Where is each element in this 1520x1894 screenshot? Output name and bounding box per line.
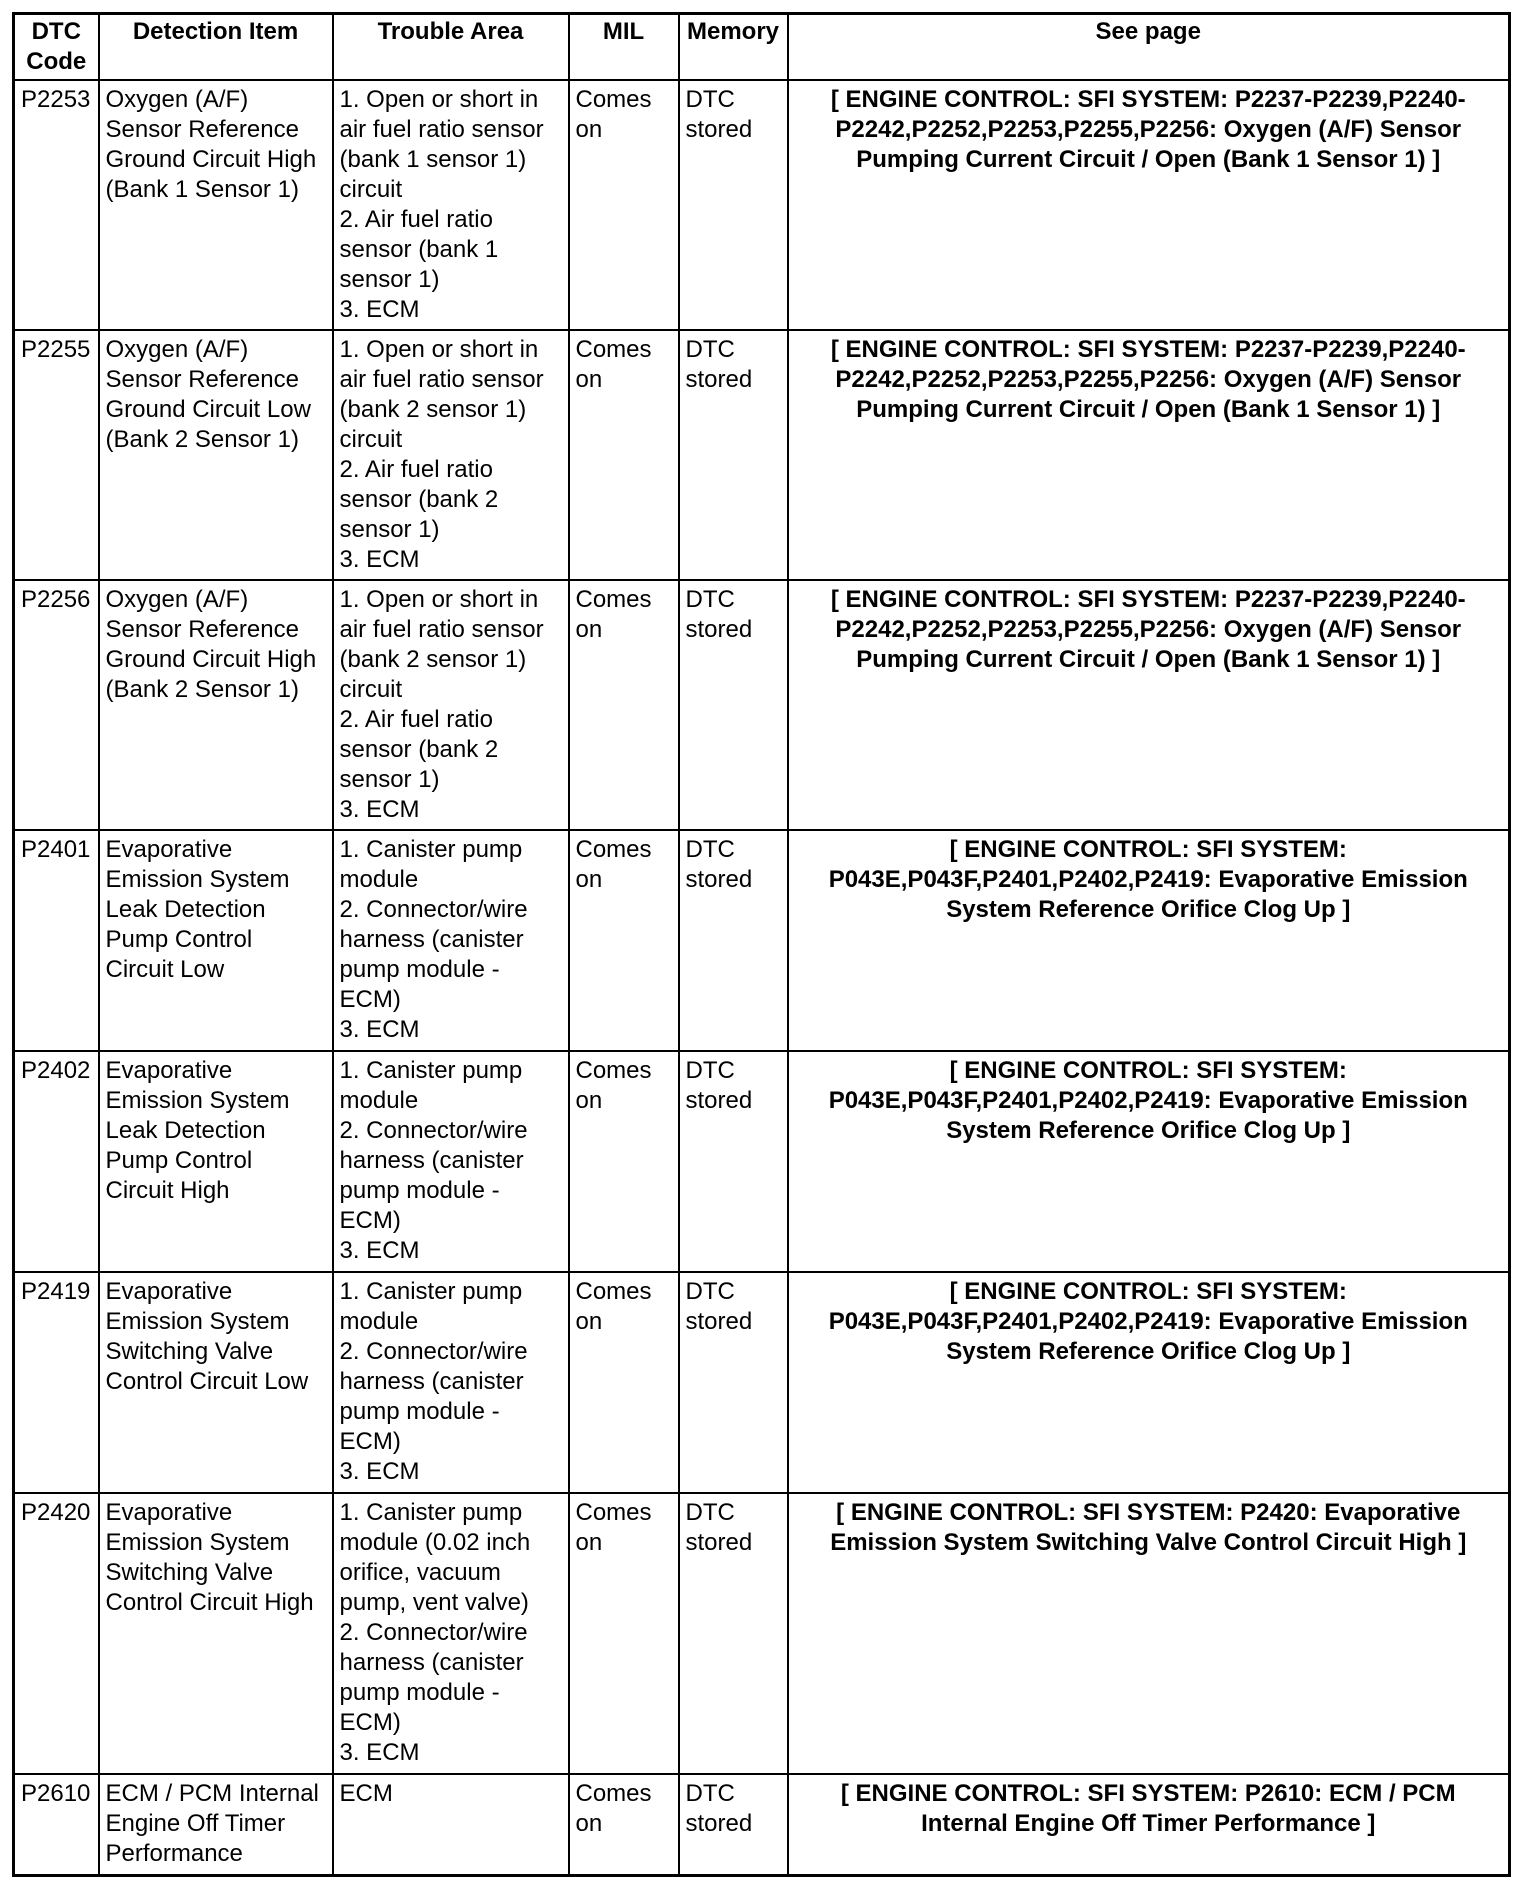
mil-cell: Comes on: [569, 580, 679, 830]
mil-cell: Comes on: [569, 1272, 679, 1493]
trouble-area-cell: [333, 1272, 569, 1493]
trouble-area-cell: [333, 580, 569, 830]
dtc-code-cell: P2253: [14, 80, 99, 330]
trouble-area-line: 2. Air fuel ratio sensor (bank 2 sensor 1): [339, 706, 499, 793]
memory-cell: DTC stored: [679, 80, 788, 330]
dtc-code-cell: P2401: [14, 830, 99, 1051]
trouble-area-line: 3. ECM: [339, 1016, 420, 1043]
see-page-link[interactable]: [ ENGINE CONTROL: SFI SYSTEM: P043E,P043F,P2401,P2402,P2419: Evaporative Emission System Reference Orifice Clog Up ]: [788, 1051, 1510, 1272]
trouble-area-line: 1. Canister pump module: [339, 1278, 523, 1335]
detection-item-cell: Evaporative Emission System Leak Detection Pump Control Circuit High: [99, 1051, 333, 1272]
memory-cell: DTC stored: [679, 1051, 788, 1272]
see-page-link[interactable]: [ ENGINE CONTROL: SFI SYSTEM: P2610: ECM / PCM Internal Engine Off Timer Performance ]: [788, 1774, 1510, 1876]
header-dtc-code: DTC Code: [14, 14, 99, 81]
dtc-code-cell: P2420: [14, 1493, 99, 1774]
trouble-area-line: 1. Open or short in air fuel ratio sensor (bank 2 sensor 1) circuit: [339, 336, 544, 453]
header-memory: Memory: [679, 14, 788, 81]
header-detection-item: Detection Item: [99, 14, 333, 81]
mil-cell: Comes on: [569, 1774, 679, 1876]
table-header: [14, 14, 1510, 81]
header-row: [14, 14, 1510, 81]
trouble-area-line: 2. Air fuel ratio sensor (bank 1 sensor 1): [339, 206, 499, 293]
trouble-area-line: 3. ECM: [339, 546, 420, 573]
trouble-area-cell: [333, 330, 569, 580]
trouble-area-line: 1. Canister pump module: [339, 1057, 523, 1114]
detection-item-cell: Evaporative Emission System Switching Valve Control Circuit High: [99, 1493, 333, 1774]
header-see-page: See page: [788, 14, 1510, 81]
memory-cell: DTC stored: [679, 580, 788, 830]
trouble-area-line: 1. Canister pump module (0.02 inch orifice, vacuum pump, vent valve): [339, 1499, 531, 1616]
dtc-code-cell: P2419: [14, 1272, 99, 1493]
mil-cell: Comes on: [569, 1051, 679, 1272]
trouble-area-line: 2. Connector/wire harness (canister pump module - ECM): [339, 1117, 528, 1234]
trouble-area-cell: [333, 830, 569, 1051]
memory-cell: DTC stored: [679, 330, 788, 580]
trouble-area-line: ECM: [339, 1780, 393, 1807]
detection-item-cell: Evaporative Emission System Leak Detection Pump Control Circuit Low: [99, 830, 333, 1051]
detection-item-cell: Oxygen (A/F) Sensor Reference Ground Circuit High (Bank 1 Sensor 1): [99, 80, 333, 330]
trouble-area-line: 1. Open or short in air fuel ratio sensor (bank 1 sensor 1) circuit: [339, 86, 544, 203]
see-page-link[interactable]: [ ENGINE CONTROL: SFI SYSTEM: P043E,P043F,P2401,P2402,P2419: Evaporative Emission System Reference Orifice Clog Up ]: [788, 830, 1510, 1051]
trouble-area-cell: [333, 80, 569, 330]
dtc-code-cell: P2256: [14, 580, 99, 830]
trouble-area-line: 2. Connector/wire harness (canister pump module - ECM): [339, 1619, 528, 1736]
trouble-area-line: 2. Connector/wire harness (canister pump module - ECM): [339, 1338, 528, 1455]
detection-item-cell: ECM / PCM Internal Engine Off Timer Performance: [99, 1774, 333, 1876]
table-row: [14, 330, 1510, 580]
table-row: [14, 1051, 1510, 1272]
table-row: [14, 1272, 1510, 1493]
table-row: [14, 1774, 1510, 1876]
table-row: [14, 80, 1510, 330]
mil-cell: Comes on: [569, 830, 679, 1051]
trouble-area-cell: [333, 1774, 569, 1876]
table-row: [14, 580, 1510, 830]
table-body: [14, 80, 1510, 1876]
trouble-area-line: 1. Canister pump module: [339, 836, 523, 893]
trouble-area-line: 3. ECM: [339, 296, 420, 323]
trouble-area-cell: [333, 1493, 569, 1774]
header-trouble-area: Trouble Area: [333, 14, 569, 81]
see-page-link[interactable]: [ ENGINE CONTROL: SFI SYSTEM: P043E,P043F,P2401,P2402,P2419: Evaporative Emission System Reference Orifice Clog Up ]: [788, 1272, 1510, 1493]
see-page-link[interactable]: [ ENGINE CONTROL: SFI SYSTEM: P2237-P2239,P2240-P2242,P2252,P2253,P2255,P2256: Oxygen (A/F) Sensor Pumping Current Circuit / Open (Bank 1 Sensor 1) ]: [788, 80, 1510, 330]
trouble-area-line: 1. Open or short in air fuel ratio sensor (bank 2 sensor 1) circuit: [339, 586, 544, 703]
detection-item-cell: Oxygen (A/F) Sensor Reference Ground Circuit High (Bank 2 Sensor 1): [99, 580, 333, 830]
dtc-code-cell: P2255: [14, 330, 99, 580]
trouble-area-cell: [333, 1051, 569, 1272]
see-page-link[interactable]: [ ENGINE CONTROL: SFI SYSTEM: P2420: Evaporative Emission System Switching Valve Control Circuit High ]: [788, 1493, 1510, 1774]
trouble-area-line: 2. Air fuel ratio sensor (bank 2 sensor 1): [339, 456, 499, 543]
table-row: [14, 830, 1510, 1051]
dtc-table: [12, 12, 1511, 1877]
memory-cell: DTC stored: [679, 1774, 788, 1876]
trouble-area-line: 3. ECM: [339, 1237, 420, 1264]
mil-cell: Comes on: [569, 330, 679, 580]
dtc-code-cell: P2402: [14, 1051, 99, 1272]
trouble-area-line: 3. ECM: [339, 1458, 420, 1485]
header-mil: MIL: [569, 14, 679, 81]
trouble-area-line: 3. ECM: [339, 1739, 420, 1766]
memory-cell: DTC stored: [679, 830, 788, 1051]
see-page-link[interactable]: [ ENGINE CONTROL: SFI SYSTEM: P2237-P2239,P2240-P2242,P2252,P2253,P2255,P2256: Oxygen (A/F) Sensor Pumping Current Circuit / Open (Bank 1 Sensor 1) ]: [788, 580, 1510, 830]
dtc-code-cell: P2610: [14, 1774, 99, 1876]
memory-cell: DTC stored: [679, 1272, 788, 1493]
mil-cell: Comes on: [569, 80, 679, 330]
trouble-area-line: 3. ECM: [339, 796, 420, 823]
see-page-link[interactable]: [ ENGINE CONTROL: SFI SYSTEM: P2237-P2239,P2240-P2242,P2252,P2253,P2255,P2256: Oxygen (A/F) Sensor Pumping Current Circuit / Open (Bank 1 Sensor 1) ]: [788, 330, 1510, 580]
trouble-area-line: 2. Connector/wire harness (canister pump module - ECM): [339, 896, 528, 1013]
detection-item-cell: Oxygen (A/F) Sensor Reference Ground Circuit Low (Bank 2 Sensor 1): [99, 330, 333, 580]
mil-cell: Comes on: [569, 1493, 679, 1774]
memory-cell: DTC stored: [679, 1493, 788, 1774]
detection-item-cell: Evaporative Emission System Switching Valve Control Circuit Low: [99, 1272, 333, 1493]
table-row: [14, 1493, 1510, 1774]
